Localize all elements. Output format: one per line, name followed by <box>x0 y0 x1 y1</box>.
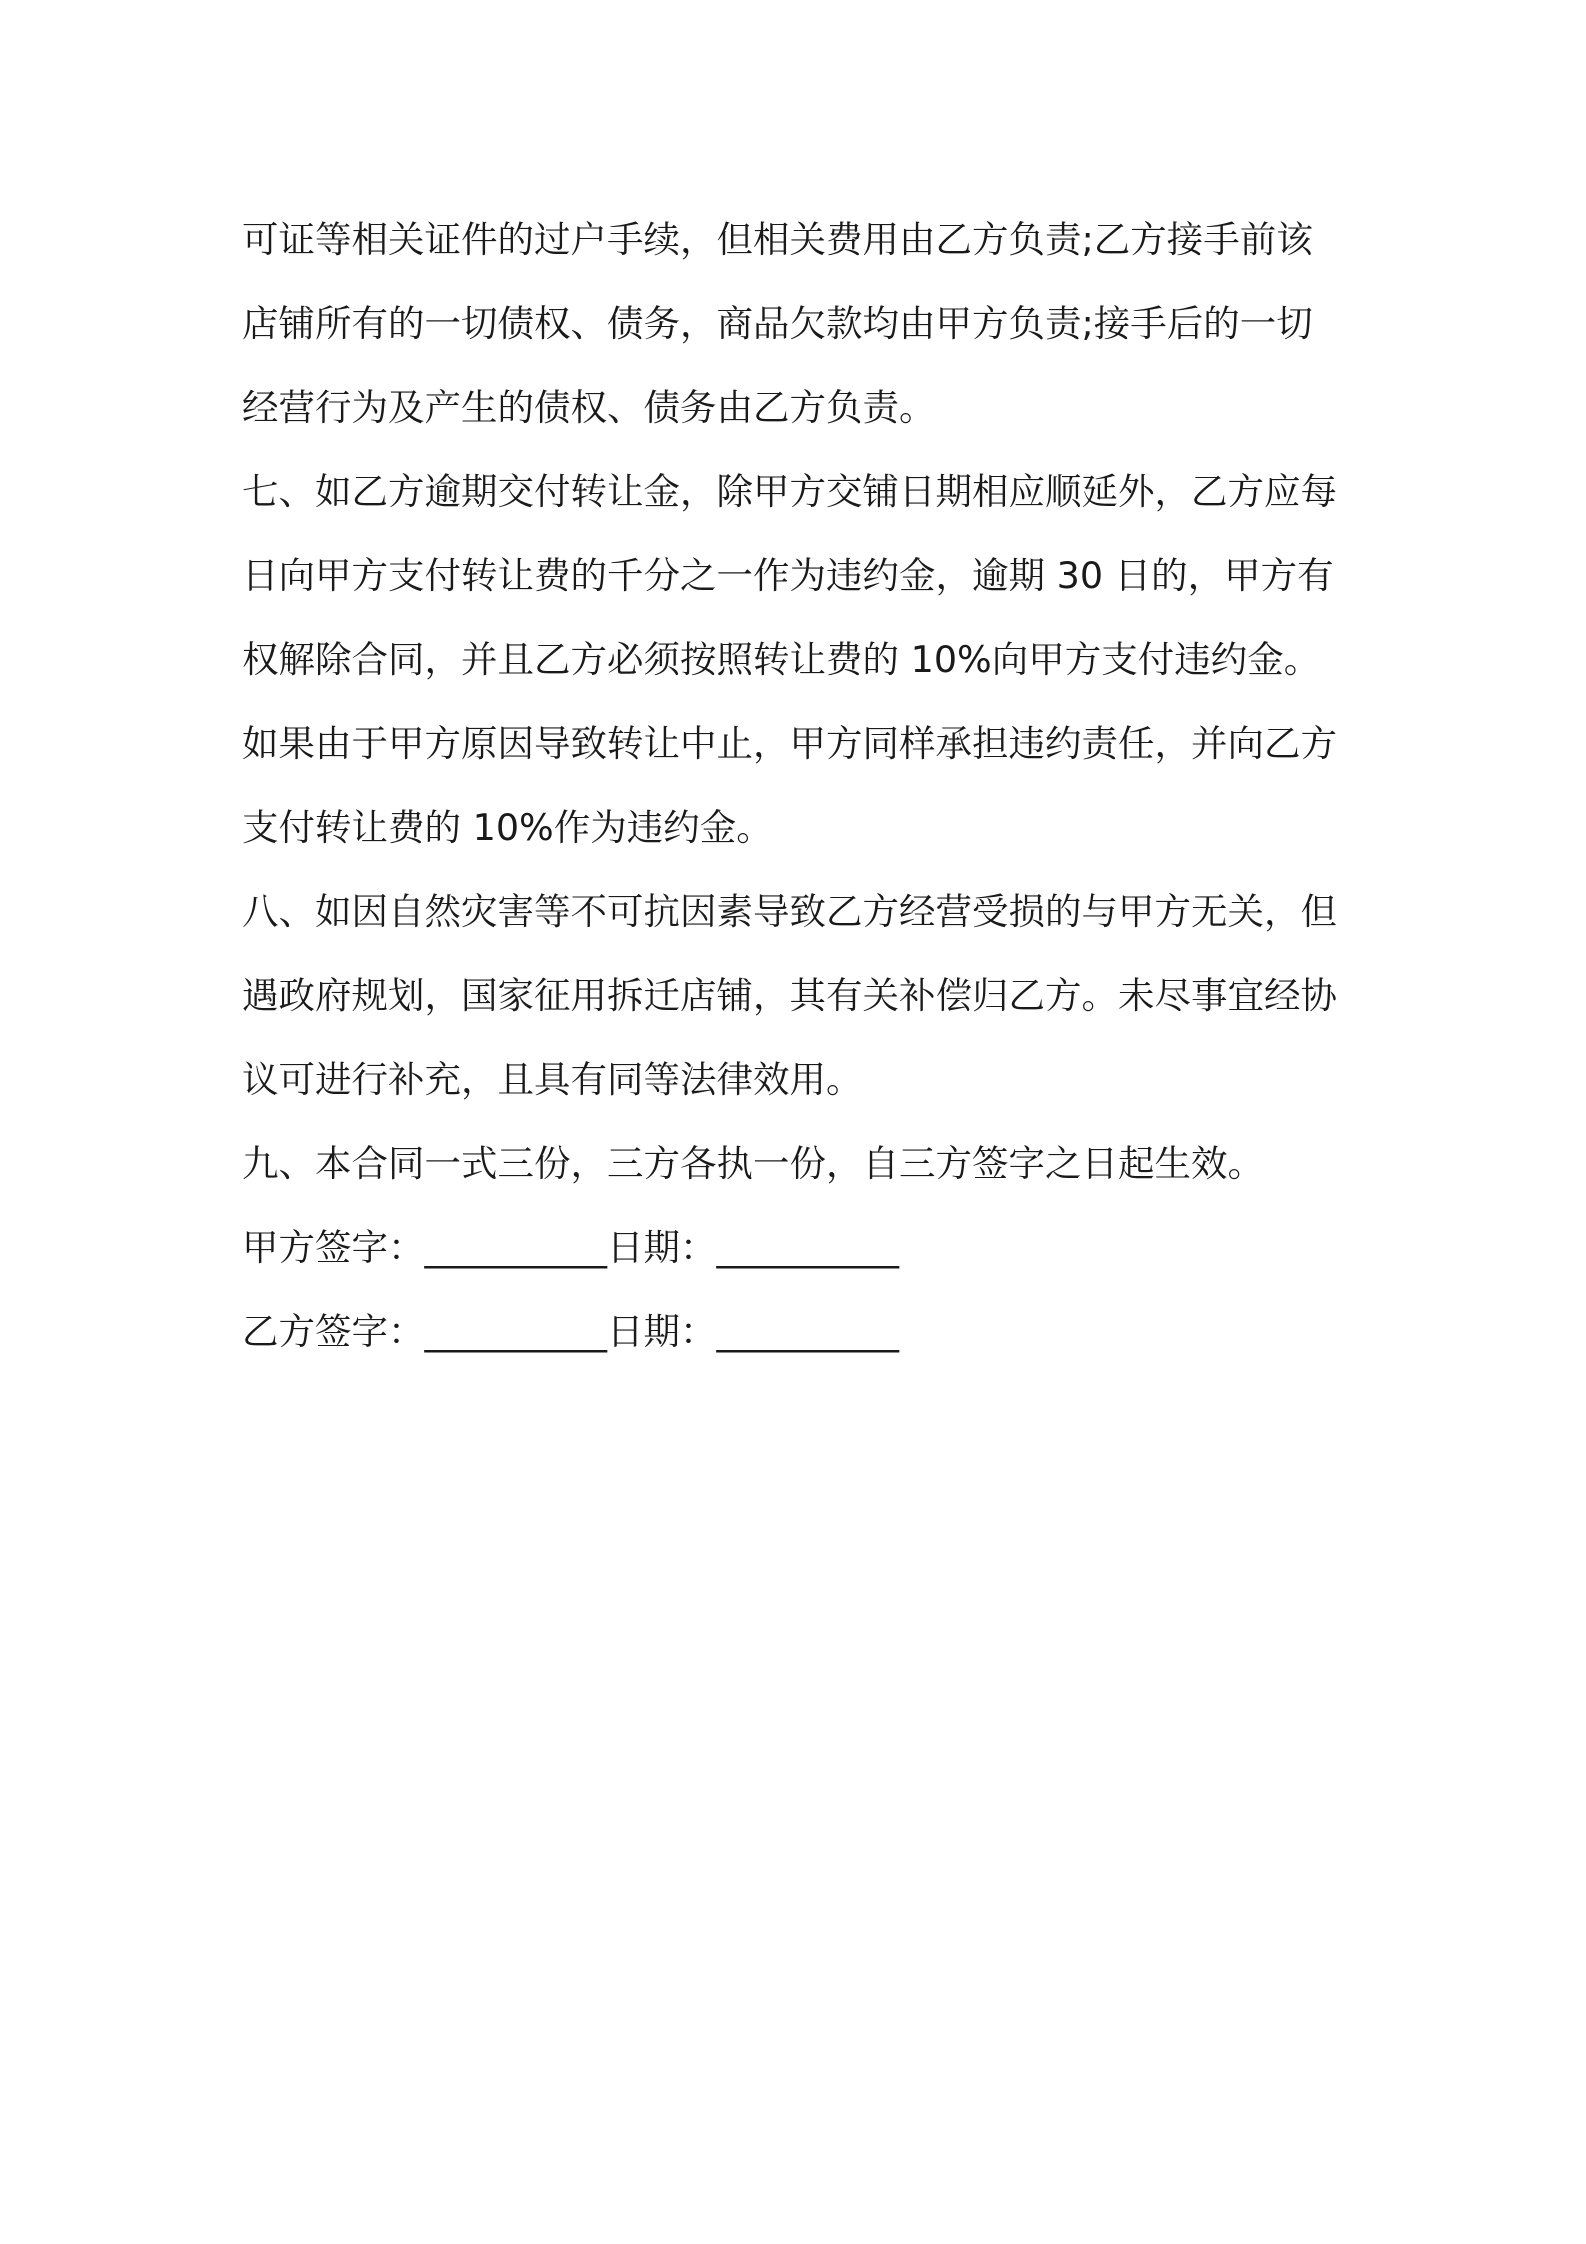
text-line: 七、如乙方逾期交付转让金，除甲方交铺日期相应顺延外，乙方应每 <box>242 470 1337 513</box>
signature-blank: __________ <box>424 1310 607 1353</box>
paragraph-clause-7 <box>242 450 1362 870</box>
text-line: 遇政府规划，国家征用拆迁店铺，其有关补偿归乙方。未尽事宜经协 <box>242 974 1337 1017</box>
paragraph-clause-9 <box>242 1122 1362 1206</box>
text-line: 议可进行补充，且具有同等法律效用。 <box>242 1058 863 1101</box>
text-line: 日向甲方支付转让费的千分之一作为违约金，逾期 30 日的，甲方有 <box>242 554 1334 597</box>
signature-block <box>242 1206 1362 1374</box>
text-line: 可证等相关证件的过户手续，但相关费用由乙方负责;乙方接手前该 <box>242 218 1313 261</box>
text-line: 权解除合同，并且乙方必须按照转让费的 10%向甲方支付违约金。 <box>242 638 1321 681</box>
signature-label: 乙方签字： <box>242 1310 425 1353</box>
document-body <box>242 198 1362 1374</box>
signature-label: 甲方签字： <box>242 1226 425 1269</box>
paragraph-clause-6-continued <box>242 198 1362 450</box>
text-line: 经营行为及产生的债权、债务由乙方负责。 <box>242 386 936 429</box>
signature-row-party-b <box>242 1290 1362 1374</box>
text-line: 九、本合同一式三份，三方各执一份，自三方签字之日起生效。 <box>242 1142 1264 1185</box>
paragraph-clause-8 <box>242 870 1362 1122</box>
date-blank: __________ <box>716 1310 899 1353</box>
date-label: 日期： <box>607 1226 717 1269</box>
date-label: 日期： <box>607 1310 717 1353</box>
text-line: 店铺所有的一切债权、债务，商品欠款均由甲方负责;接手后的一切 <box>242 302 1313 345</box>
text-line: 支付转让费的 10%作为违约金。 <box>242 806 773 849</box>
text-line: 如果由于甲方原因导致转让中止，甲方同样承担违约责任，并向乙方 <box>242 722 1337 765</box>
signature-row-party-a <box>242 1206 1362 1290</box>
text-line: 八、如因自然灾害等不可抗因素导致乙方经营受损的与甲方无关，但 <box>242 890 1337 933</box>
signature-blank: __________ <box>424 1226 607 1269</box>
date-blank: __________ <box>716 1226 899 1269</box>
